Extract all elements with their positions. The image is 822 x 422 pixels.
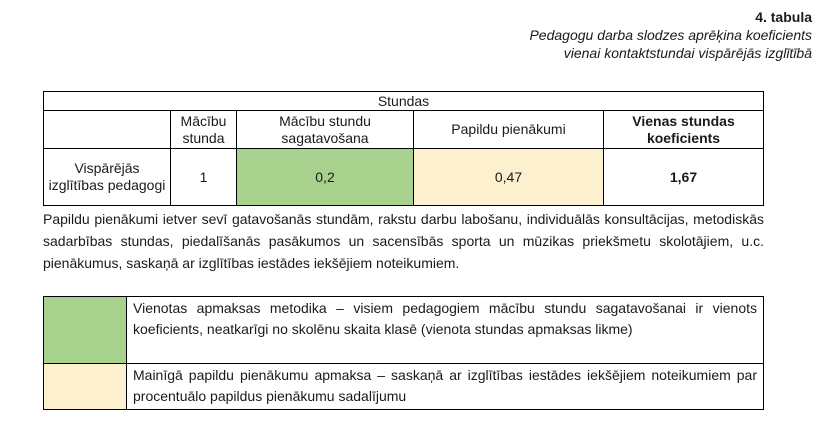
table-caption: [529, 8, 812, 62]
legend-row: [44, 297, 764, 364]
table-number: 4. tabula: [755, 9, 812, 25]
subtitle-line-2: vienai kontaktstundai vispārējās izglītībā: [563, 45, 812, 61]
table-subtitle: [529, 26, 812, 62]
header-empty-cell: [44, 111, 171, 149]
coefficient-table: [43, 91, 764, 206]
legend-text-uniform-payment: Vienotas apmaksas metodika – visiem pedagogiem mācību stundu sagatavošanai ir vienots koeficients, neatkarīgi no skolēnu skaita klasē (vienota stundas apmaksas likme): [127, 297, 764, 364]
row-label-cell: Vispārējās izglītības pedagogi: [44, 149, 171, 206]
legend-row: [44, 364, 764, 410]
value-cell-lesson: 1: [171, 149, 237, 206]
legend-swatch-green: [44, 297, 127, 364]
value-cell-preparation: 0,2: [237, 149, 414, 206]
header-cell-preparation: Mācību stundu sagatavošana: [237, 111, 414, 149]
value-cell-coefficient: 1,67: [604, 149, 764, 206]
header-cell-lesson: Mācību stunda: [171, 111, 237, 149]
table-row: [44, 149, 764, 206]
header-cell-additional-duties: Papildu pienākumi: [414, 111, 604, 149]
group-header-cell: Stundas: [44, 92, 764, 111]
subtitle-line-1: Pedagogu darba slodzes aprēķina koeficients: [529, 27, 812, 43]
color-legend: [43, 296, 764, 410]
explanatory-note: Papildu pienākumi ietver sevī gatavošanās stundām, rakstu darbu labošanu, individuālās konsultācijas, metodiskās sadarbības stundas, piedalīšanās pasākumos un sacensībās sporta un mūzikas priekšmetu skolotājiem, u.c. pienākumus, saskaņā ar izglītības iestādes iekšējiem noteikumiem.: [43, 211, 764, 271]
header-cell-coefficient: Vienas stundas koeficients: [604, 111, 764, 149]
legend-text-variable-payment: Mainīgā papildu pienākumu apmaksa – saskaņā ar izglītības iestādes iekšējiem noteikumiem par procentuālo papildus pienākumu sadalījumu: [127, 364, 764, 410]
legend-swatch-beige: [44, 364, 127, 410]
table-group-header-row: [44, 92, 764, 111]
value-cell-additional-duties: 0,47: [414, 149, 604, 206]
table-header-row: [44, 111, 764, 149]
